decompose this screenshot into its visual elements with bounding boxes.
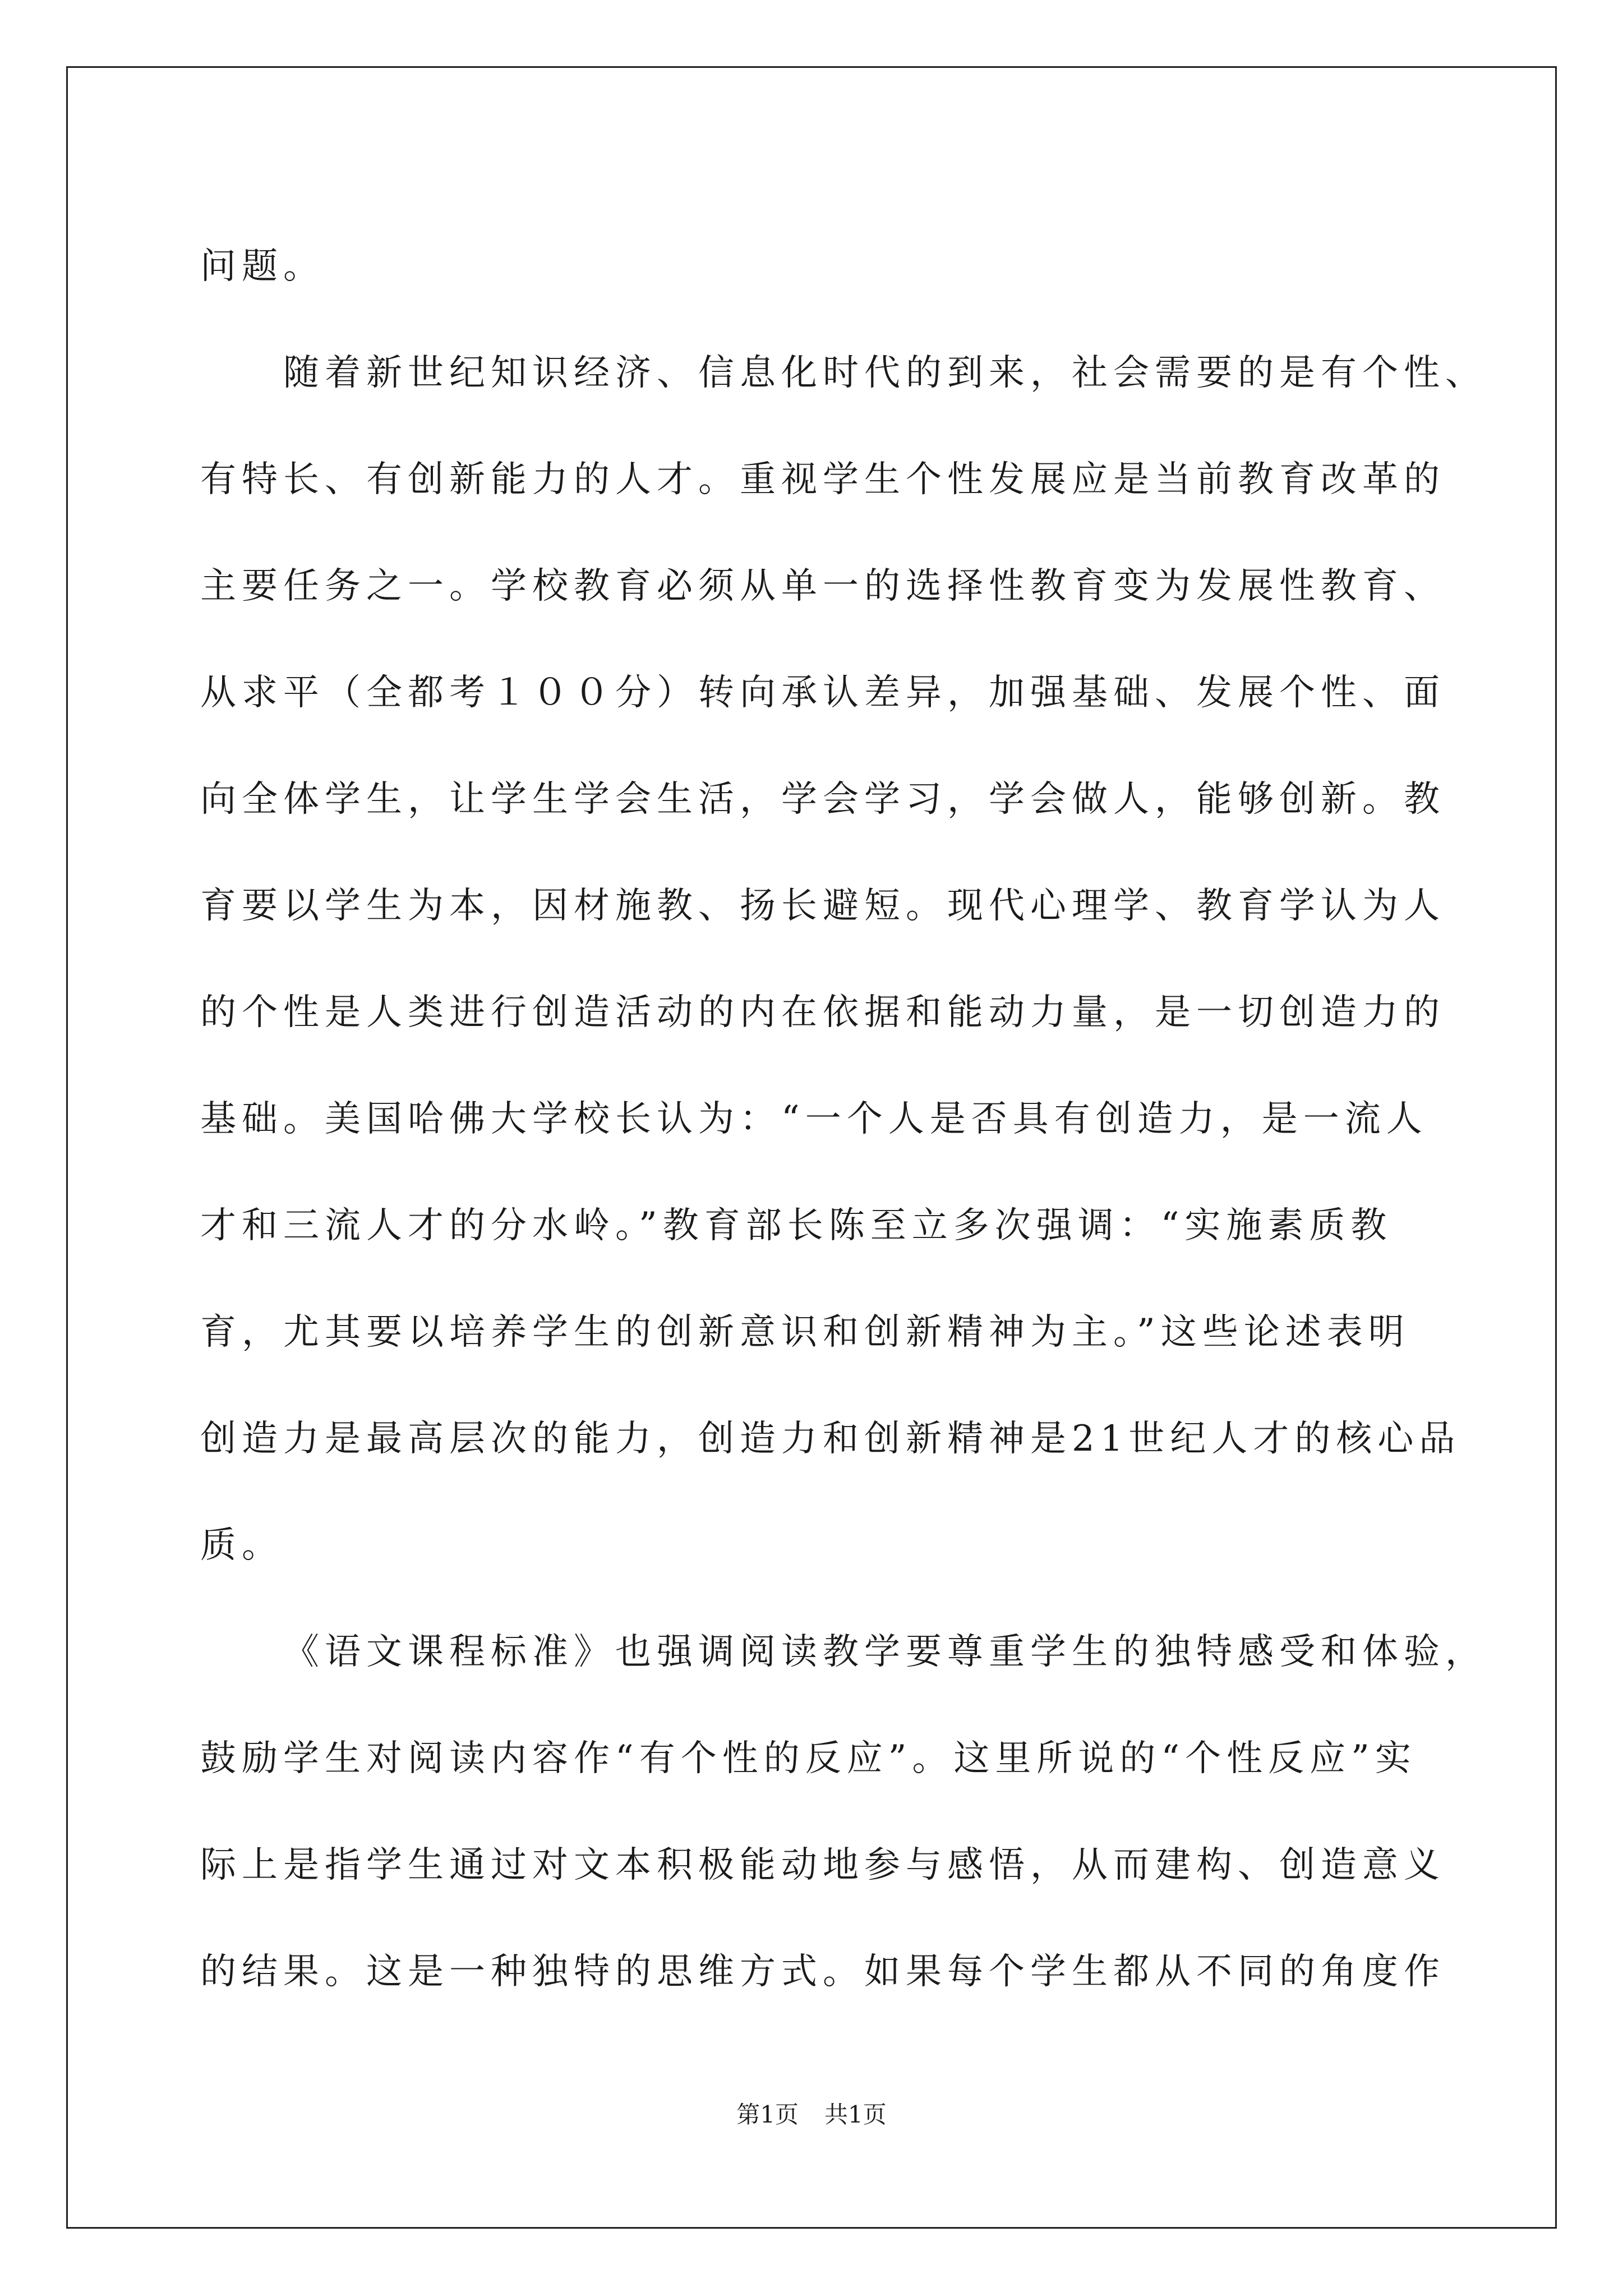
text-line: 育要以学生为本，因材施教、扬长避短。现代心理学、教育学认为人: [200, 885, 1445, 927]
text-line: 有特长、有创新能力的人才。重视学生个性发展应是当前教育改革的: [200, 459, 1445, 500]
text-line: 才和三流人才的分水岭。”教育部长陈至立多次强调：“实施素质教: [200, 1205, 1393, 1246]
page-total: 共1页: [824, 2101, 887, 2128]
page-number: 第1页: [736, 2101, 799, 2128]
text-line: 问题。: [200, 246, 325, 287]
text-line: 主要任务之一。学校教育必须从单一的选择性教育变为发展性教育、: [200, 565, 1445, 607]
text-line: 际上是指学生通过对文本积极能动地参与感悟，从而建构、创造意义: [200, 1844, 1445, 1886]
document-body: [200, 213, 1487, 2025]
text-line: 育，尤其要以培养学生的创新意识和创新精神为主。”这些论述表明: [200, 1312, 1410, 1353]
text-line: 创造力是最高层次的能力，创造力和创新精神是21世纪人才的核心品: [200, 1418, 1461, 1460]
text-line: 鼓励学生对阅读内容作“有个性的反应”。这里所说的“个性反应”实: [200, 1738, 1417, 1779]
text-line: 从求平（全都考１００分）转向承认差异，加强基础、发展个性、面: [200, 672, 1445, 714]
paragraph-start-line: 随着新世纪知识经济、信息化时代的到来，社会需要的是有个性、: [283, 352, 1487, 394]
page-footer: [0, 2101, 1623, 2129]
text-line: 的结果。这是一种独特的思维方式。如果每个学生都从不同的角度作: [200, 1951, 1445, 1993]
paragraph-start-line: 《语文课程标准》也强调阅读教学要尊重学生的独特感受和体验，: [283, 1631, 1487, 1673]
text-line: 向全体学生，让学生学会生活，学会学习，学会做人，能够创新。教: [200, 779, 1445, 820]
text-line: 的个性是人类进行创造活动的内在依据和能动力量，是一切创造力的: [200, 992, 1445, 1033]
text-line: 基础。美国哈佛大学校长认为：“一个人是否具有创造力，是一流人: [200, 1098, 1428, 1140]
text-line: 质。: [200, 1525, 283, 1566]
